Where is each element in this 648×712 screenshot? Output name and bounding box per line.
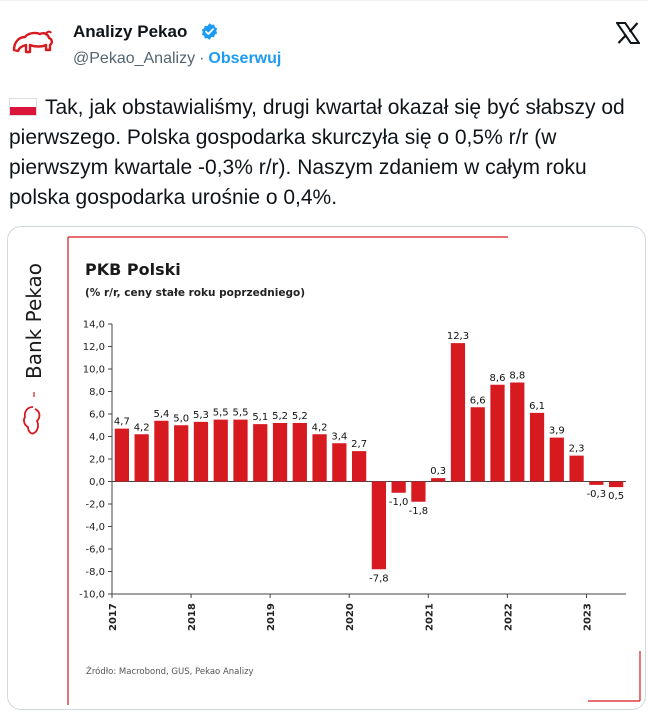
tweet-text-block: [9, 93, 644, 213]
data-label: -1,0: [388, 496, 409, 508]
y-tick-label: -6,0: [85, 544, 105, 556]
separator-dot: ·: [199, 50, 205, 67]
data-label: 0,5: [608, 491, 625, 503]
y-tick-label: -4,0: [85, 522, 105, 533]
data-label: 5,1: [252, 412, 269, 424]
bar-2018-q3: [233, 420, 247, 482]
bar-2020-q1: [352, 451, 366, 481]
bar-2020-q4: [411, 482, 425, 502]
y-tick-label: 4,0: [89, 432, 105, 443]
data-label: 8,8: [509, 370, 526, 382]
data-label: 4,7: [113, 416, 130, 428]
y-tick-label: 14,0: [82, 319, 105, 331]
follow-button[interactable]: Obserwuj: [208, 50, 282, 67]
chart-data-labels: [114, 331, 624, 584]
bar-2018-q2: [214, 420, 228, 482]
bar-2018-q4: [253, 424, 267, 481]
bar-2017-q2: [135, 434, 149, 481]
bar-2023-q1: [589, 482, 603, 485]
y-tick-label: 6,0: [89, 409, 105, 421]
chart-subtitle: (% r/r, ceny stałe roku poprzedniego): [85, 287, 306, 299]
data-label: 6,6: [469, 395, 486, 407]
bar-2019-q2: [293, 423, 307, 482]
bar-2023-q2: [609, 482, 623, 488]
tweet-text: Tak, jak obstawialiśmy, drugi kwartał okazał się być słabszy od pierwszego. Polska gospodarka skurczyła się o 0,5% r/r (w pierwszym kwartale -0,3% r/r). Naszym zdaniem w całym roku polska gospodarka urośnie o 0,4%.: [9, 96, 625, 209]
data-label: 2,3: [568, 443, 585, 455]
author-handle-row: [73, 50, 281, 68]
data-label: 5,4: [153, 408, 170, 420]
bar-2022-q1: [510, 383, 524, 482]
poland-flag-icon: [9, 98, 37, 116]
gdp-chart: [8, 227, 645, 709]
bar-2019-q3: [312, 434, 326, 481]
top-divider: [0, 0, 648, 1]
bank-brand-text: Bank Pekao: [22, 263, 46, 379]
chart-title: PKB Polski: [85, 260, 181, 279]
data-label: 5,3: [193, 409, 209, 421]
bar-2021-q3: [471, 407, 485, 481]
bison-logo-icon: [8, 20, 56, 68]
bar-2019-q4: [332, 443, 346, 481]
x-tick-label: 2019: [266, 603, 278, 631]
data-label: 5,5: [212, 407, 229, 419]
data-label: -1,8: [408, 505, 429, 517]
x-tick-label: 2018: [187, 603, 199, 631]
chart-bars: [115, 343, 623, 569]
bar-2019-q1: [273, 423, 287, 482]
bar-2020-q2: [372, 482, 386, 570]
bar-2017-q3: [154, 421, 168, 482]
media-card[interactable]: [7, 226, 646, 710]
y-tick-label: 0,0: [89, 477, 105, 488]
bar-2017-q1: [115, 429, 129, 482]
x-tick-label: 2023: [582, 603, 594, 631]
x-logo-icon[interactable]: [616, 22, 640, 44]
data-label: 4,2: [133, 422, 150, 434]
x-tick-label: 2020: [345, 603, 357, 631]
bar-2021-q1: [431, 478, 445, 481]
data-label: 2,7: [351, 439, 368, 451]
x-tick-label: 2017: [108, 603, 119, 631]
bar-2020-q3: [392, 482, 406, 493]
data-label: -7,8: [369, 573, 389, 585]
verified-badge-icon: [200, 22, 219, 41]
data-label: 5,2: [272, 411, 288, 422]
source-note: Źródło: Macrobond, GUS, Pekao Analizy: [86, 667, 254, 677]
data-label: 5,5: [232, 407, 249, 419]
y-tick-label: 8,0: [89, 387, 105, 398]
data-label: 3,4: [331, 431, 348, 443]
bar-2018-q1: [194, 422, 208, 482]
y-tick-label: -10,0: [79, 589, 105, 601]
data-label: 8,6: [489, 372, 506, 384]
bar-2022-q4: [569, 456, 583, 482]
bar-2021-q2: [451, 343, 465, 481]
bar-2017-q4: [174, 425, 188, 481]
bar-2022-q3: [550, 438, 564, 482]
data-label: -0,3: [586, 488, 607, 500]
author-avatar[interactable]: [8, 20, 56, 68]
x-tick-label: 2022: [503, 603, 515, 631]
data-label: 12,3: [446, 331, 470, 343]
data-label: 0,3: [430, 466, 447, 478]
y-tick-label: 12,0: [82, 342, 105, 353]
author-handle[interactable]: @Pekao_Analizy: [73, 50, 196, 67]
y-tick-label: 2,0: [89, 454, 105, 466]
bar-2022-q2: [530, 413, 544, 482]
data-label: 4,2: [311, 422, 328, 434]
data-label: 5,2: [291, 411, 308, 422]
bison-mark-icon: [24, 407, 39, 434]
author-name[interactable]: Analizy Pekao: [73, 22, 188, 41]
y-tick-label: -8,0: [85, 567, 105, 578]
data-label: 3,9: [548, 425, 565, 437]
bar-2021-q4: [490, 385, 504, 482]
y-tick-label: -2,0: [85, 499, 105, 511]
x-tick-label: 2021: [424, 603, 436, 631]
data-label: 6,1: [529, 400, 545, 412]
data-label: 5,0: [173, 413, 190, 425]
y-tick-label: 10,0: [82, 364, 105, 376]
